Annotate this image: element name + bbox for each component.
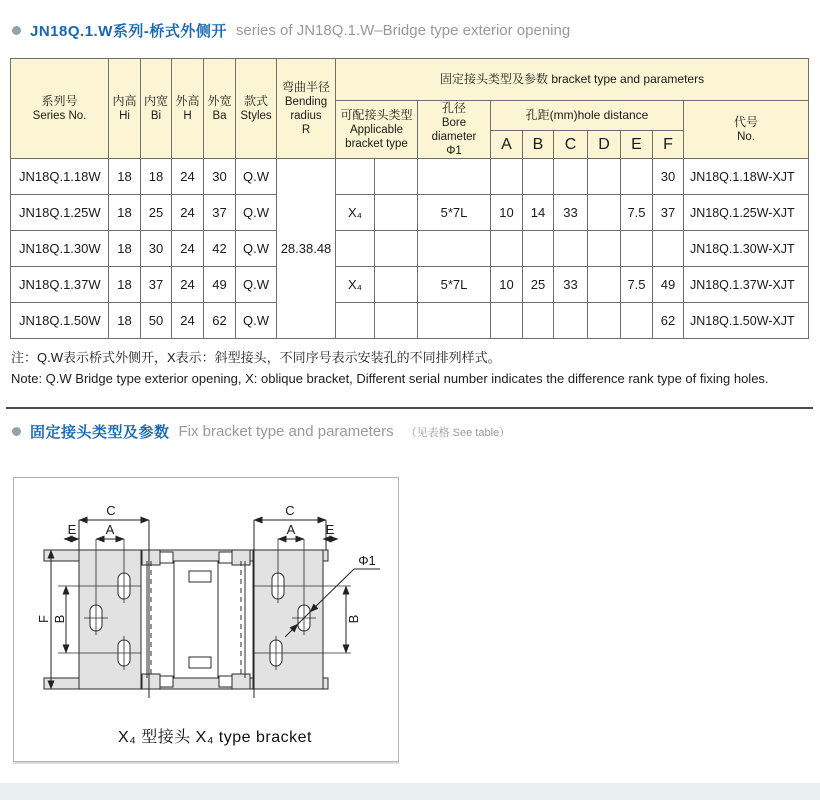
cell-dist-b: 14	[523, 195, 554, 231]
section-divider	[6, 407, 813, 409]
col-header-applicable-bracket	[336, 101, 418, 159]
col-header-bending-en3: R	[301, 124, 311, 136]
cell-bi: 18	[141, 159, 172, 195]
cell-dist-b	[523, 231, 554, 267]
cell-bi: 50	[141, 303, 172, 339]
cell-code: JN18Q.1.25W-XJT	[684, 195, 809, 231]
cell-dist-a: 10	[491, 195, 523, 231]
cell-series: JN18Q.1.18W	[11, 159, 109, 195]
cell-bracket-alt	[375, 303, 418, 339]
col-header-code	[684, 101, 809, 159]
cell-dist-d	[588, 303, 621, 339]
cell-dist-d	[588, 231, 621, 267]
col-header-dist-c: C	[554, 131, 588, 159]
cell-ba: 30	[204, 159, 236, 195]
cell-code: JN18Q.1.50W-XJT	[684, 303, 809, 339]
dim-label-c-left: C	[106, 503, 116, 518]
cell-code: JN18Q.1.37W-XJT	[684, 267, 809, 303]
table-row	[11, 195, 809, 231]
cell-dist-f: 62	[653, 303, 684, 339]
col-header-styles-zh: 款式	[243, 94, 268, 108]
cell-dist-c	[554, 303, 588, 339]
cell-bore	[418, 231, 491, 267]
cell-dist-f: 30	[653, 159, 684, 195]
col-header-series-zh: 系列号	[41, 94, 78, 108]
bracket-plates	[44, 550, 328, 689]
cell-dist-f: 37	[653, 195, 684, 231]
cell-code: JN18Q.1.18W-XJT	[684, 159, 809, 195]
col-header-bending-en1: Bending	[284, 96, 328, 108]
cell-dist-f: 49	[653, 267, 684, 303]
cell-style: Q.W	[236, 195, 277, 231]
col-header-dist-a: A	[491, 131, 523, 159]
series-title-zh: JN18Q.1.W系列-桥式外侧开	[30, 23, 227, 40]
cell-dist-d	[588, 195, 621, 231]
col-header-bending-en2: radius	[290, 110, 322, 122]
col-header-bore-zh: 孔径	[441, 101, 466, 115]
cell-style: Q.W	[236, 303, 277, 339]
dim-label-e-right: E	[325, 522, 335, 537]
col-group-header-bracket	[336, 59, 809, 101]
col-header-hi-en: Hi	[119, 110, 130, 122]
cell-bracket: X₄	[336, 195, 375, 231]
col-header-ba	[204, 59, 236, 159]
cell-dist-a: 10	[491, 267, 523, 303]
dim-label-phi1: Φ1	[358, 553, 376, 568]
cell-h: 24	[172, 195, 204, 231]
center-link-section	[147, 561, 245, 678]
cell-bracket	[336, 231, 375, 267]
spec-table	[10, 58, 809, 339]
cell-bore	[418, 303, 491, 339]
cell-hi: 18	[109, 267, 141, 303]
col-header-bore-symbol: Φ1	[446, 145, 462, 157]
cell-hi: 18	[109, 231, 141, 267]
col-header-dist-f: F	[653, 131, 684, 159]
col-header-applicable-en2: bracket type	[345, 138, 408, 150]
cell-dist-d	[588, 159, 621, 195]
see-table-note: （见表格 See table）	[405, 426, 511, 439]
cell-h: 24	[172, 267, 204, 303]
cell-dist-f	[653, 231, 684, 267]
cell-dist-c: 33	[554, 267, 588, 303]
bracket-diagram-box	[13, 477, 399, 762]
note-zh: 注：Q.W表示桥式外侧开，X表示：斜型接头，不同序号表示安装孔的不同排列样式。	[11, 350, 501, 365]
cell-bi: 30	[141, 231, 172, 267]
cell-dist-c	[554, 159, 588, 195]
col-header-hole-distance-text: 孔距(mm)hole distance	[525, 108, 649, 122]
cell-ba: 49	[204, 267, 236, 303]
col-header-ba-zh: 外宽	[207, 94, 232, 108]
col-header-bi-en: Bi	[150, 110, 162, 122]
diagram-caption: X₄ 型接头 X₄ type bracket	[118, 729, 312, 746]
table-row	[11, 303, 809, 339]
cell-hi: 18	[109, 303, 141, 339]
table-row	[11, 231, 809, 267]
dim-label-b-left: B	[52, 614, 67, 624]
cell-series: JN18Q.1.37W	[11, 267, 109, 303]
col-header-bending-radius	[277, 59, 336, 159]
col-header-dist-d: D	[588, 131, 621, 159]
page-footer-band	[0, 783, 820, 800]
table-notes	[11, 347, 769, 389]
cell-ba: 42	[204, 231, 236, 267]
series-title-en: series of JN18Q.1.W–Bridge type exterior opening	[235, 22, 571, 39]
dim-label-f: F	[36, 615, 51, 623]
col-header-series	[11, 59, 109, 159]
cell-dist-a	[491, 159, 523, 195]
series-section-header	[12, 20, 570, 41]
col-header-code-en: No.	[737, 131, 755, 143]
col-header-ba-en: Ba	[212, 110, 227, 122]
cell-dist-c	[554, 231, 588, 267]
col-header-dist-b: B	[523, 131, 554, 159]
cell-bracket-alt	[375, 159, 418, 195]
cell-bore: 5*7L	[418, 195, 491, 231]
col-header-dist-e: E	[621, 131, 653, 159]
cell-bore: 5*7L	[418, 267, 491, 303]
cell-bending-radius: 28.38.48	[277, 159, 336, 339]
col-group-header-bracket-text: 固定接头类型及参数 bracket type and parameters	[440, 72, 705, 86]
cell-dist-b: 25	[523, 267, 554, 303]
cell-series: JN18Q.1.50W	[11, 303, 109, 339]
table-row	[11, 159, 809, 195]
cell-bore	[418, 159, 491, 195]
cell-bracket: X₄	[336, 267, 375, 303]
cell-dist-e: 7.5	[621, 267, 653, 303]
col-header-hi-zh: 内高	[112, 94, 137, 108]
cell-hi: 18	[109, 195, 141, 231]
col-header-h-en: H	[183, 110, 192, 122]
bullet-icon	[12, 26, 21, 35]
cell-series: JN18Q.1.25W	[11, 195, 109, 231]
col-header-hole-distance	[491, 101, 684, 131]
col-header-styles-en: Styles	[240, 110, 272, 122]
cell-bracket-alt	[375, 267, 418, 303]
cell-dist-c: 33	[554, 195, 588, 231]
cell-dist-e: 7.5	[621, 195, 653, 231]
cell-dist-a	[491, 231, 523, 267]
col-header-series-en: Series No.	[32, 110, 87, 122]
col-header-hi	[109, 59, 141, 159]
dim-label-b-right: B	[346, 614, 361, 624]
cell-ba: 37	[204, 195, 236, 231]
cell-series: JN18Q.1.30W	[11, 231, 109, 267]
cell-style: Q.W	[236, 267, 277, 303]
cell-dist-d	[588, 267, 621, 303]
dim-label-c-right: C	[285, 503, 295, 518]
left-plate	[79, 550, 141, 689]
col-header-bi-zh: 内宽	[143, 94, 168, 108]
col-header-styles	[236, 59, 277, 159]
col-header-bi	[141, 59, 172, 159]
cell-dist-e	[621, 231, 653, 267]
dim-label-a-right: A	[286, 522, 296, 537]
dim-label-a-left: A	[105, 522, 115, 537]
cell-style: Q.W	[236, 159, 277, 195]
cell-h: 24	[172, 231, 204, 267]
cell-code: JN18Q.1.30W-XJT	[684, 231, 809, 267]
cell-bracket	[336, 159, 375, 195]
bracket-section-header	[12, 421, 510, 442]
cell-bracket-alt	[375, 195, 418, 231]
cell-bracket-alt	[375, 231, 418, 267]
cell-bracket	[336, 303, 375, 339]
cell-dist-b	[523, 159, 554, 195]
col-header-bore-en: Bore diameter	[431, 117, 477, 143]
cell-h: 24	[172, 159, 204, 195]
col-header-bending-zh: 弯曲半径	[281, 80, 330, 94]
right-plate	[253, 550, 323, 689]
cell-style: Q.W	[236, 231, 277, 267]
bullet-icon	[12, 427, 21, 436]
cell-dist-e	[621, 159, 653, 195]
bracket-title-en: Fix bracket type and parameters	[178, 423, 394, 440]
cell-bi: 25	[141, 195, 172, 231]
col-header-h	[172, 59, 204, 159]
cell-ba: 62	[204, 303, 236, 339]
col-header-applicable-zh: 可配接头类型	[340, 108, 413, 122]
col-header-applicable-en1: Applicable	[349, 124, 404, 136]
cell-dist-b	[523, 303, 554, 339]
bracket-diagram	[14, 478, 398, 761]
note-en: Note: Q.W Bridge type exterior opening, X: oblique bracket, Different serial number indicates the difference rank type of fixing holes.	[11, 371, 769, 386]
dim-label-e-left: E	[67, 522, 77, 537]
cell-h: 24	[172, 303, 204, 339]
col-header-h-zh: 外高	[175, 94, 200, 108]
cell-bi: 37	[141, 267, 172, 303]
cell-dist-e	[621, 303, 653, 339]
table-row	[11, 267, 809, 303]
col-header-code-zh: 代号	[734, 115, 759, 129]
cell-dist-a	[491, 303, 523, 339]
bracket-title-zh: 固定接头类型及参数	[30, 424, 170, 441]
col-header-bore-diameter	[418, 101, 491, 159]
cell-hi: 18	[109, 159, 141, 195]
